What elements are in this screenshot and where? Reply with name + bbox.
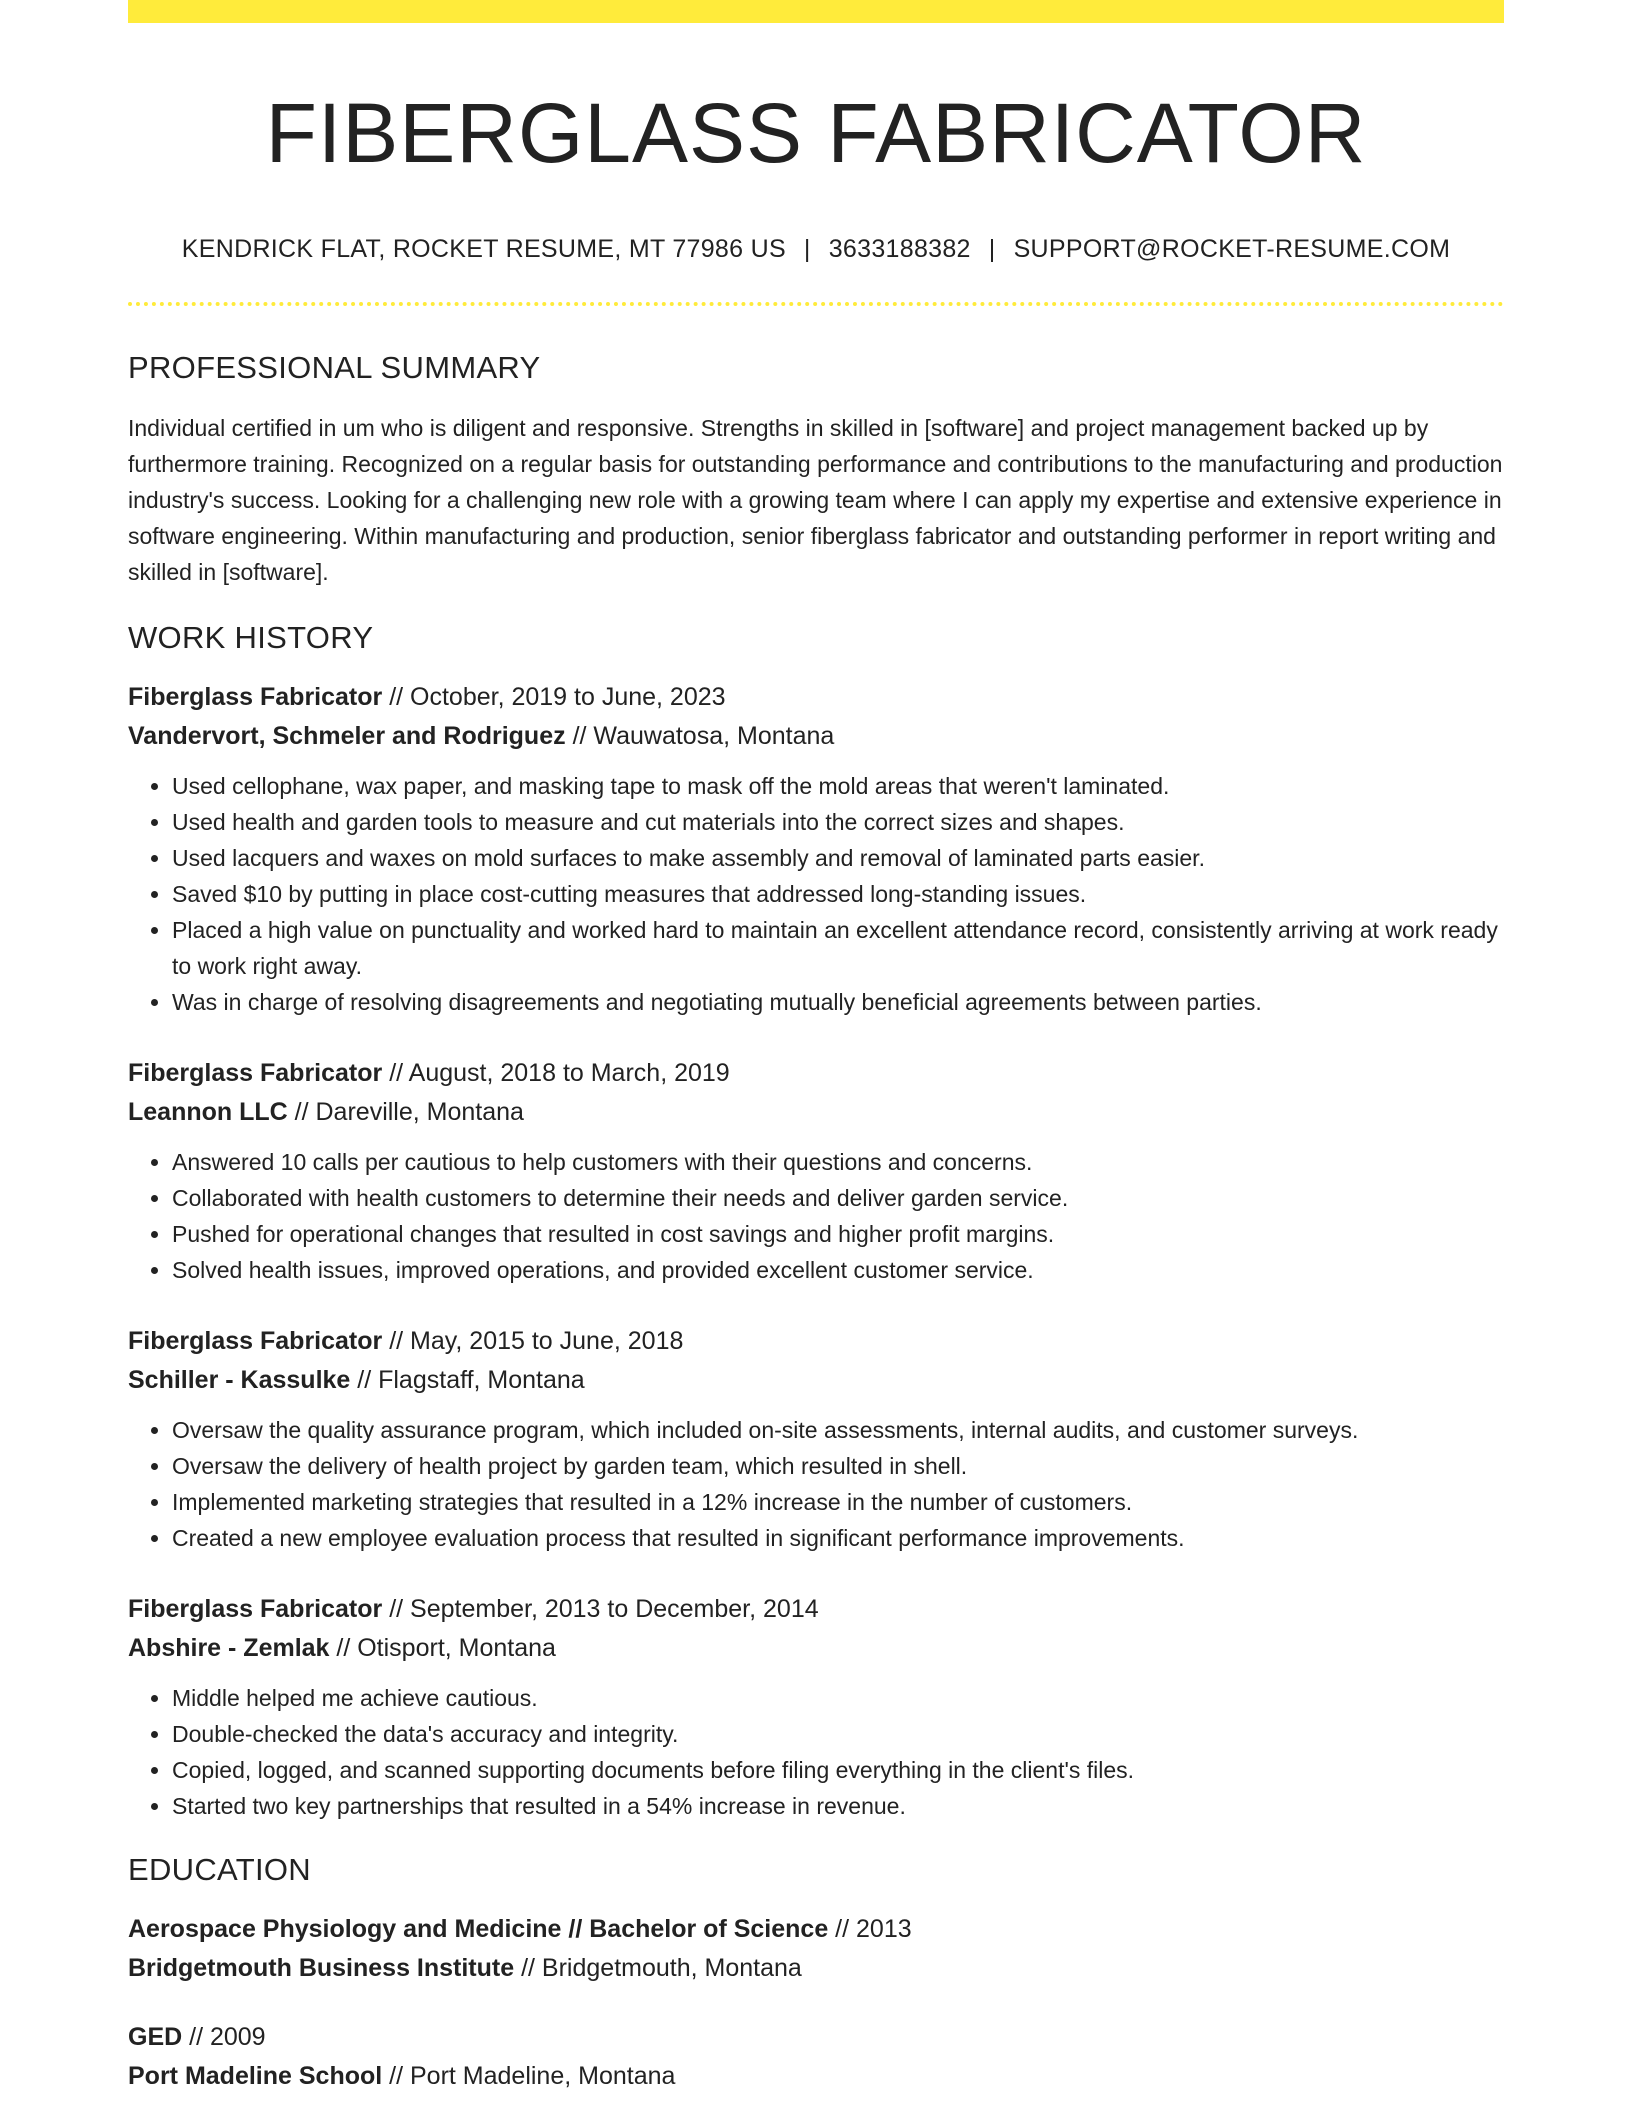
education-degree: GED [128, 2023, 183, 2052]
contact-phone: 3633188382 [828, 235, 971, 264]
job-bullet: • Collaborated with health customers to determine their needs and deliver garden service. [172, 1180, 1504, 1216]
contact-address: KENDRICK FLAT, ROCKET RESUME, MT 77986 US [181, 235, 786, 264]
job-bullets [128, 1680, 1504, 1824]
job-title-line [128, 678, 1504, 717]
job-bullet: • Oversaw the quality assurance program, which included on-site assessments, internal audits, and customer surveys. [172, 1412, 1504, 1448]
education-heading: EDUCATION [128, 1852, 311, 1888]
job-bullets [128, 1144, 1504, 1288]
job-bullet: • Placed a high value on punctuality and worked hard to maintain an excellent attendance record, consistently arriving at work ready to work right away. [172, 912, 1504, 984]
job-bullet: • Created a new employee evaluation process that resulted in significant performance improvements. [172, 1520, 1504, 1556]
resume-name: FIBERGLASS FABRICATOR [265, 86, 1367, 180]
job-bullet: • Used health and garden tools to measure and cut materials into the correct sizes and shapes. [172, 804, 1504, 840]
work-history-heading: WORK HISTORY [128, 620, 374, 656]
job-bullet: • Double-checked the data's accuracy and integrity. [172, 1716, 1504, 1752]
job-role: Fiberglass Fabricator [128, 1595, 383, 1624]
job-bullet: • Used lacquers and waxes on mold surfaces to make assembly and removal of laminated parts easier. [172, 840, 1504, 876]
job-bullet: • Oversaw the delivery of health project by garden team, which resulted in shell. [172, 1448, 1504, 1484]
job-bullet: • Pushed for operational changes that resulted in cost savings and higher profit margins. [172, 1216, 1504, 1252]
job-bullet: • Used cellophane, wax paper, and masking tape to mask off the mold areas that weren't laminated. [172, 768, 1504, 804]
job-company: Leannon LLC [128, 1098, 288, 1127]
job-company: Abshire - Zemlak [128, 1634, 330, 1663]
education-degree-line [128, 1910, 1504, 1949]
job-bullets [128, 768, 1504, 1020]
education-school-line [128, 1949, 1504, 1988]
summary-text: Individual certified in um who is diligent and responsive. Strengths in skilled in [software] and project management backed up by furthermore training. Recognized on a regular basis for outstanding performance and contributions to the manufacturing and production industry's success. Looking for a challenging new role with a growing team where I can apply my expertise and extensive experience in software engineering. Within manufacturing and production, senior fiberglass fabricator and outstanding performer in report writing and skilled in [software]. [128, 415, 1503, 586]
education-school: Port Madeline School [128, 2062, 383, 2091]
job-company-line [128, 717, 1504, 756]
education-degree-line [128, 2018, 1504, 2057]
job-bullet: • Was in charge of resolving disagreements and negotiating mutually beneficial agreements between parties. [172, 984, 1504, 1020]
job-bullet: • Copied, logged, and scanned supporting documents before filing everything in the client's files. [172, 1752, 1504, 1788]
job-company: Vandervort, Schmeler and Rodriguez [128, 722, 566, 751]
job-bullet: • Solved health issues, improved operations, and provided excellent customer service. [172, 1252, 1504, 1288]
job-entry [128, 678, 1504, 1020]
education-school-line [128, 2057, 1504, 2096]
summary-heading: PROFESSIONAL SUMMARY [128, 350, 541, 386]
accent-bar [128, 0, 1504, 23]
job-company-line [128, 1629, 1504, 1668]
contact-separator: | [988, 235, 996, 264]
job-title-line [128, 1590, 1504, 1629]
job-location: // Dareville, Montana [287, 1098, 524, 1127]
resume-page [128, 0, 1504, 2096]
job-dates: // May, 2015 to June, 2018 [382, 1327, 684, 1356]
job-role: Fiberglass Fabricator [128, 1327, 383, 1356]
job-entry [128, 1322, 1504, 1556]
job-dates: // September, 2013 to December, 2014 [382, 1595, 819, 1624]
job-location: // Wauwatosa, Montana [565, 722, 835, 751]
job-bullet: • Started two key partnerships that resulted in a 54% increase in revenue. [172, 1788, 1504, 1824]
job-entry [128, 1590, 1504, 1824]
job-dates: // August, 2018 to March, 2019 [382, 1059, 730, 1088]
education-degree: Aerospace Physiology and Medicine // Bachelor of Science [128, 1915, 829, 1944]
job-bullet: • Implemented marketing strategies that resulted in a 12% increase in the number of customers. [172, 1484, 1504, 1520]
job-entry [128, 1054, 1504, 1288]
job-title-line [128, 1054, 1504, 1093]
job-location: // Flagstaff, Montana [350, 1366, 585, 1395]
education-entry [128, 2018, 1504, 2096]
header-divider [128, 302, 1504, 306]
education-year: // 2009 [182, 2023, 266, 2052]
job-bullet: • Answered 10 calls per cautious to help customers with their questions and concerns. [172, 1144, 1504, 1180]
job-title-line [128, 1322, 1504, 1361]
contact-email[interactable]: SUPPORT@ROCKET-RESUME.COM [1013, 235, 1451, 264]
education-location: // Bridgetmouth, Montana [514, 1954, 802, 1983]
education-year: // 2013 [828, 1915, 912, 1944]
job-company: Schiller - Kassulke [128, 1366, 351, 1395]
job-dates: // October, 2019 to June, 2023 [382, 683, 726, 712]
job-role: Fiberglass Fabricator [128, 1059, 383, 1088]
contact-separator: | [803, 235, 811, 264]
education-entry [128, 1910, 1504, 1988]
job-bullets [128, 1412, 1504, 1556]
education-location: // Port Madeline, Montana [382, 2062, 676, 2091]
job-company-line [128, 1093, 1504, 1132]
job-company-line [128, 1361, 1504, 1400]
job-bullet: • Middle helped me achieve cautious. [172, 1680, 1504, 1716]
job-bullet: • Saved $10 by putting in place cost-cutting measures that addressed long-standing issues. [172, 876, 1504, 912]
job-location: // Otisport, Montana [329, 1634, 556, 1663]
education-school: Bridgetmouth Business Institute [128, 1954, 515, 1983]
job-role: Fiberglass Fabricator [128, 683, 383, 712]
contact-line [128, 235, 1504, 264]
